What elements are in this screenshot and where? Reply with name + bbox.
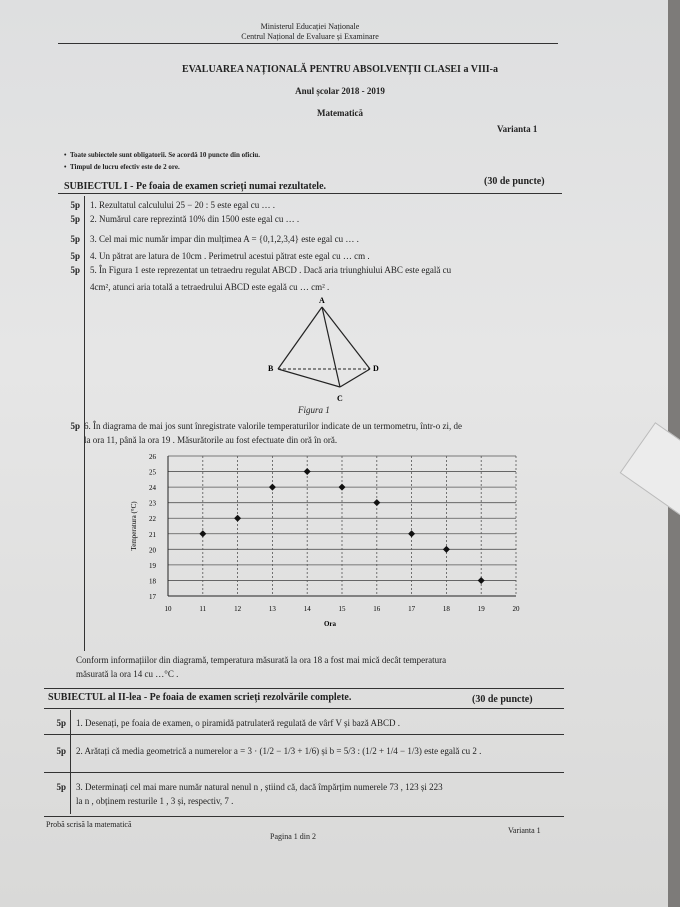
data-point	[234, 515, 241, 522]
q4-points: 5p	[70, 251, 80, 261]
q4-text: 4. Un pătrat are latura de 10cm . Perimetrul acestui pătrat este egal cu … cm .	[90, 251, 370, 261]
exam-title: EVALUAREA NAȚIONALĂ PENTRU ABSOLVENȚII CLASEI a VIII-a	[181, 64, 498, 75]
x-tick-label: 14	[303, 605, 311, 613]
q5-text-line2: 4cm², atunci aria totală a tetraedrului ABCD este egală cu … cm² .	[90, 282, 330, 292]
section2-top-rule	[44, 708, 564, 709]
s2-q2-points: 5p	[56, 746, 66, 756]
center-name: Centrul Național de Evaluare și Examinare	[241, 32, 379, 41]
ministry-name: Ministerul Educației Naționale	[260, 22, 360, 31]
q2-text: 2. Numărul care reprezintă 10% din 1500 este egal cu … .	[90, 214, 300, 224]
x-tick-label: 12	[234, 605, 242, 613]
section2-points-rule	[70, 710, 71, 814]
y-tick-label: 22	[149, 515, 156, 524]
x-tick-label: 10	[164, 605, 172, 613]
section2-title: SUBIECTUL al II-lea - Pe foaia de examen scrieți rezolvările complete.	[48, 692, 352, 703]
footer-page: Pagina 1 din 2	[270, 832, 316, 841]
vertex-d-label: D	[373, 364, 379, 373]
data-point	[478, 577, 485, 584]
data-point	[269, 484, 276, 491]
y-tick-label: 23	[149, 499, 156, 508]
school-year: Anul școlar 2018 - 2019	[295, 86, 385, 96]
s2-q1-text: 1. Desenați, pe foaia de examen, o piramidă patrulateră regulată de vârf V și bază ABCD .	[76, 718, 401, 728]
section1-points: (30 de puncte)	[484, 176, 545, 187]
data-point	[304, 468, 311, 475]
y-axis-label: Temperatura (°C)	[130, 501, 138, 551]
variant-label: Varianta 1	[497, 124, 538, 134]
header-rule	[58, 43, 558, 44]
y-tick-label: 19	[149, 561, 156, 570]
x-tick-label: 19	[477, 605, 485, 613]
x-tick-label: 11	[199, 605, 207, 613]
q1-text: 1. Rezultatul calculului 25 − 20 : 5 este egal cu … .	[90, 200, 276, 210]
footer-right: Varianta 1	[508, 826, 541, 835]
q6-conclusion-line1: Conform informațiilor din diagramă, temperatura măsurată la ora 18 a fost mai mică decât temperatura	[76, 655, 447, 665]
data-point	[199, 530, 206, 537]
footer-left: Probă scrisă la matematică	[46, 820, 132, 829]
data-point	[443, 546, 450, 553]
x-tick-label: 15	[338, 605, 346, 613]
q6-points: 5p	[70, 421, 80, 431]
temperature-chart	[120, 448, 540, 638]
y-tick-label: 17	[149, 593, 156, 601]
vertex-a-label: A	[319, 296, 325, 305]
s2-q1-points: 5p	[56, 718, 66, 728]
q1-points: 5p	[70, 200, 80, 210]
data-point	[408, 530, 415, 537]
section1-top-rule	[58, 193, 562, 194]
q3-points: 5p	[70, 234, 80, 244]
y-tick-label: 18	[149, 577, 156, 586]
instruction-1: • Toate subiectele sunt obligatorii. Se acordă 10 puncte din oficiu.	[64, 151, 261, 159]
s2-q1-rule	[44, 734, 564, 735]
y-tick-label: 21	[149, 530, 156, 539]
vertex-b-label: B	[268, 364, 274, 373]
x-tick-label: 18	[442, 605, 450, 613]
q6-text-line2: la ora 11, până la ora 19 . Măsurătorile au fost efectuate din oră în oră.	[84, 435, 338, 445]
section2-points: (30 de puncte)	[472, 694, 533, 705]
s2-q3-text-line2: la n , obținem resturile 1 , 3 și, respectiv, 7 .	[76, 796, 234, 806]
footer-rule	[44, 816, 564, 817]
s2-q3-points: 5p	[56, 782, 66, 792]
s2-q2-rule	[44, 772, 564, 773]
data-point	[373, 499, 380, 506]
q6-text: 6. În diagrama de mai jos sunt înregistrate valorile temperaturilor indicate de un termometru, într-o zi, de	[84, 421, 462, 431]
s2-q2-text: 2. Arătați că media geometrică a numerelor a = 3 · (1/2 − 1/3 + 1/6) și b = 5/3 : (1/2 + 1/4 − 1/3) este egală cu 2 .	[76, 746, 482, 756]
x-axis-label: Ora	[323, 620, 337, 628]
section1-bottom-rule	[44, 688, 564, 689]
data-point	[339, 484, 346, 491]
q2-points: 5p	[70, 214, 80, 224]
q5-text: 5. În Figura 1 este reprezentat un tetraedru regulat ABCD . Dacă aria triunghiului ABC este egală cu	[90, 265, 452, 275]
y-tick-label: 20	[149, 546, 156, 555]
figure-caption: Figura 1	[298, 405, 330, 415]
q3-text: 3. Cel mai mic număr impar din mulțimea A = {0,1,2,3,4} este egal cu … .	[90, 234, 359, 244]
x-tick-label: 16	[373, 605, 381, 613]
q5-points: 5p	[70, 265, 80, 275]
y-tick-label: 25	[149, 468, 156, 477]
x-tick-label: 20	[512, 605, 520, 613]
tetrahedron-figure	[262, 294, 392, 404]
x-tick-label: 13	[268, 605, 276, 613]
q6-conclusion-line2: măsurată la ora 14 cu …°C .	[76, 669, 179, 679]
y-tick-label: 26	[149, 453, 156, 461]
y-tick-label: 24	[149, 484, 156, 493]
vertex-c-label: C	[337, 394, 343, 403]
instruction-2: • Timpul de lucru efectiv este de 2 ore.	[64, 163, 180, 171]
section1-title: SUBIECTUL I - Pe foaia de examen scrieți numai rezultatele.	[64, 181, 327, 192]
x-tick-label: 17	[408, 605, 416, 613]
subject-name: Matematică	[317, 108, 363, 118]
s2-q3-text: 3. Determinați cel mai mare număr natural nenul n , știind că, dacă împărțim numerele 73 , 123 și 223	[76, 782, 443, 792]
